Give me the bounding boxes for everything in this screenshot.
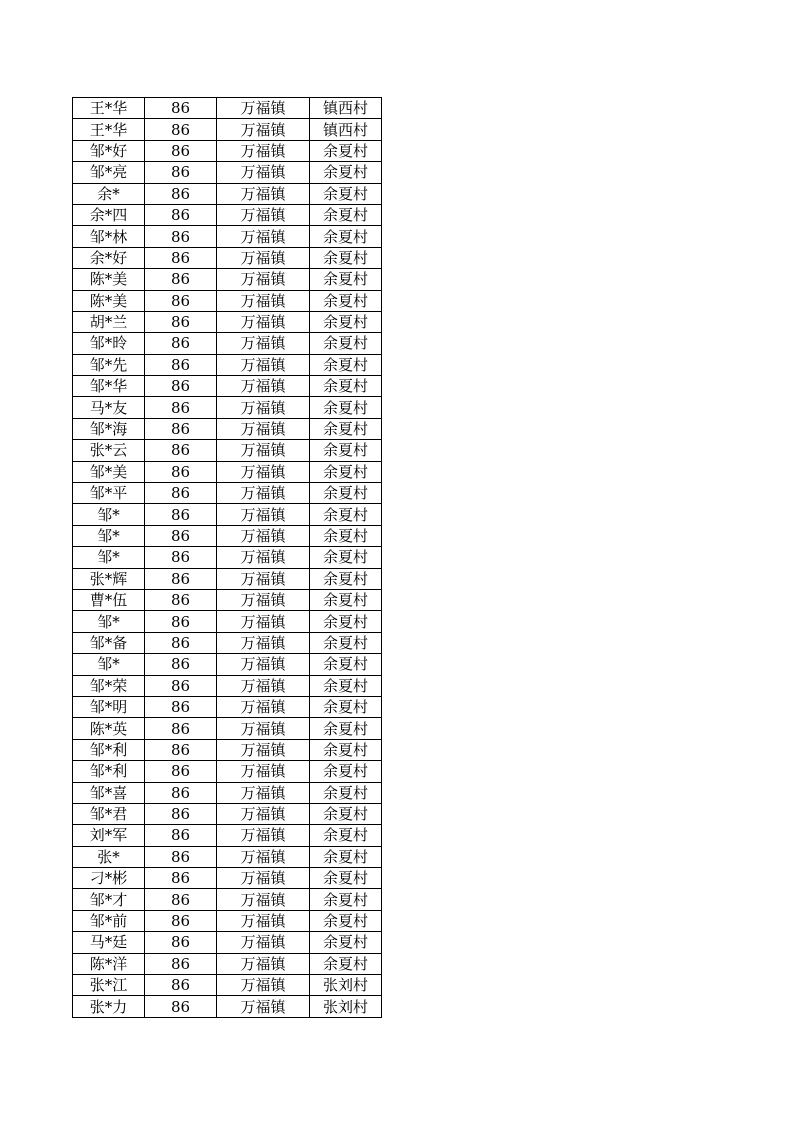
town-cell: 万福镇 bbox=[217, 868, 310, 889]
town-cell: 万福镇 bbox=[217, 204, 310, 225]
town-cell: 万福镇 bbox=[217, 269, 310, 290]
score-cell: 86 bbox=[145, 846, 217, 867]
name-cell: 邹*前 bbox=[73, 910, 145, 931]
village-cell: 余夏村 bbox=[310, 140, 382, 161]
score-cell: 86 bbox=[145, 461, 217, 482]
table-row bbox=[73, 975, 382, 996]
score-cell: 86 bbox=[145, 910, 217, 931]
town-cell: 万福镇 bbox=[217, 525, 310, 546]
score-cell: 86 bbox=[145, 932, 217, 953]
town-cell: 万福镇 bbox=[217, 504, 310, 525]
town-cell: 万福镇 bbox=[217, 418, 310, 439]
village-cell: 张刘村 bbox=[310, 975, 382, 996]
score-cell: 86 bbox=[145, 376, 217, 397]
village-cell: 余夏村 bbox=[310, 461, 382, 482]
table-row bbox=[73, 504, 382, 525]
village-cell: 余夏村 bbox=[310, 226, 382, 247]
village-cell: 余夏村 bbox=[310, 162, 382, 183]
name-cell: 邹*利 bbox=[73, 739, 145, 760]
name-cell: 邹* bbox=[73, 654, 145, 675]
score-cell: 86 bbox=[145, 718, 217, 739]
village-cell: 余夏村 bbox=[310, 825, 382, 846]
village-cell: 余夏村 bbox=[310, 718, 382, 739]
town-cell: 万福镇 bbox=[217, 953, 310, 974]
village-cell: 余夏村 bbox=[310, 440, 382, 461]
name-cell: 邹*君 bbox=[73, 803, 145, 824]
name-cell: 陈*英 bbox=[73, 718, 145, 739]
town-cell: 万福镇 bbox=[217, 376, 310, 397]
village-cell: 余夏村 bbox=[310, 675, 382, 696]
town-cell: 万福镇 bbox=[217, 932, 310, 953]
village-cell: 余夏村 bbox=[310, 696, 382, 717]
score-cell: 86 bbox=[145, 975, 217, 996]
roster-table-body bbox=[73, 98, 382, 1018]
town-cell: 万福镇 bbox=[217, 889, 310, 910]
score-cell: 86 bbox=[145, 269, 217, 290]
town-cell: 万福镇 bbox=[217, 311, 310, 332]
name-cell: 邹*先 bbox=[73, 354, 145, 375]
town-cell: 万福镇 bbox=[217, 654, 310, 675]
village-cell: 余夏村 bbox=[310, 183, 382, 204]
village-cell: 余夏村 bbox=[310, 204, 382, 225]
town-cell: 万福镇 bbox=[217, 119, 310, 140]
village-cell: 余夏村 bbox=[310, 632, 382, 653]
village-cell: 余夏村 bbox=[310, 504, 382, 525]
table-row bbox=[73, 632, 382, 653]
name-cell: 曹*伍 bbox=[73, 589, 145, 610]
score-cell: 86 bbox=[145, 547, 217, 568]
table-row bbox=[73, 953, 382, 974]
score-cell: 86 bbox=[145, 611, 217, 632]
village-cell: 余夏村 bbox=[310, 311, 382, 332]
table-row bbox=[73, 761, 382, 782]
village-cell: 余夏村 bbox=[310, 910, 382, 931]
name-cell: 张*辉 bbox=[73, 568, 145, 589]
table-row bbox=[73, 311, 382, 332]
score-cell: 86 bbox=[145, 311, 217, 332]
town-cell: 万福镇 bbox=[217, 611, 310, 632]
village-cell: 余夏村 bbox=[310, 739, 382, 760]
name-cell: 王*华 bbox=[73, 98, 145, 119]
table-row bbox=[73, 868, 382, 889]
town-cell: 万福镇 bbox=[217, 333, 310, 354]
town-cell: 万福镇 bbox=[217, 461, 310, 482]
town-cell: 万福镇 bbox=[217, 290, 310, 311]
table-row bbox=[73, 397, 382, 418]
town-cell: 万福镇 bbox=[217, 803, 310, 824]
table-row bbox=[73, 932, 382, 953]
name-cell: 张*江 bbox=[73, 975, 145, 996]
town-cell: 万福镇 bbox=[217, 739, 310, 760]
table-row bbox=[73, 140, 382, 161]
village-cell: 镇西村 bbox=[310, 119, 382, 140]
name-cell: 刁*彬 bbox=[73, 868, 145, 889]
town-cell: 万福镇 bbox=[217, 183, 310, 204]
score-cell: 86 bbox=[145, 226, 217, 247]
name-cell: 邹*利 bbox=[73, 761, 145, 782]
name-cell: 邹* bbox=[73, 504, 145, 525]
name-cell: 邹*美 bbox=[73, 461, 145, 482]
village-cell: 余夏村 bbox=[310, 269, 382, 290]
name-cell: 邹*荣 bbox=[73, 675, 145, 696]
table-row bbox=[73, 803, 382, 824]
village-cell: 余夏村 bbox=[310, 354, 382, 375]
town-cell: 万福镇 bbox=[217, 547, 310, 568]
town-cell: 万福镇 bbox=[217, 846, 310, 867]
village-cell: 余夏村 bbox=[310, 589, 382, 610]
town-cell: 万福镇 bbox=[217, 761, 310, 782]
table-row bbox=[73, 782, 382, 803]
name-cell: 马*廷 bbox=[73, 932, 145, 953]
name-cell: 张* bbox=[73, 846, 145, 867]
town-cell: 万福镇 bbox=[217, 996, 310, 1017]
table-row bbox=[73, 718, 382, 739]
score-cell: 86 bbox=[145, 354, 217, 375]
village-cell: 余夏村 bbox=[310, 782, 382, 803]
town-cell: 万福镇 bbox=[217, 440, 310, 461]
town-cell: 万福镇 bbox=[217, 718, 310, 739]
name-cell: 陈*洋 bbox=[73, 953, 145, 974]
village-cell: 余夏村 bbox=[310, 953, 382, 974]
score-cell: 86 bbox=[145, 140, 217, 161]
name-cell: 邹*备 bbox=[73, 632, 145, 653]
table-row bbox=[73, 440, 382, 461]
village-cell: 余夏村 bbox=[310, 376, 382, 397]
table-row bbox=[73, 269, 382, 290]
table-row bbox=[73, 483, 382, 504]
score-cell: 86 bbox=[145, 782, 217, 803]
town-cell: 万福镇 bbox=[217, 140, 310, 161]
name-cell: 邹*昤 bbox=[73, 333, 145, 354]
score-cell: 86 bbox=[145, 98, 217, 119]
name-cell: 余*好 bbox=[73, 247, 145, 268]
name-cell: 刘*军 bbox=[73, 825, 145, 846]
score-cell: 86 bbox=[145, 119, 217, 140]
name-cell: 余*四 bbox=[73, 204, 145, 225]
score-cell: 86 bbox=[145, 290, 217, 311]
village-cell: 余夏村 bbox=[310, 654, 382, 675]
table-row bbox=[73, 461, 382, 482]
table-row bbox=[73, 910, 382, 931]
village-cell: 余夏村 bbox=[310, 803, 382, 824]
table-row bbox=[73, 98, 382, 119]
town-cell: 万福镇 bbox=[217, 589, 310, 610]
name-cell: 张*力 bbox=[73, 996, 145, 1017]
name-cell: 余* bbox=[73, 183, 145, 204]
name-cell: 邹*平 bbox=[73, 483, 145, 504]
score-cell: 86 bbox=[145, 247, 217, 268]
town-cell: 万福镇 bbox=[217, 975, 310, 996]
name-cell: 胡*兰 bbox=[73, 311, 145, 332]
table-row bbox=[73, 589, 382, 610]
score-cell: 86 bbox=[145, 204, 217, 225]
table-row bbox=[73, 889, 382, 910]
name-cell: 马*友 bbox=[73, 397, 145, 418]
score-cell: 86 bbox=[145, 761, 217, 782]
village-cell: 余夏村 bbox=[310, 761, 382, 782]
table-row bbox=[73, 846, 382, 867]
village-cell: 余夏村 bbox=[310, 418, 382, 439]
village-cell: 余夏村 bbox=[310, 932, 382, 953]
name-cell: 邹* bbox=[73, 525, 145, 546]
name-cell: 邹*华 bbox=[73, 376, 145, 397]
name-cell: 陈*美 bbox=[73, 269, 145, 290]
score-cell: 86 bbox=[145, 162, 217, 183]
score-cell: 86 bbox=[145, 739, 217, 760]
name-cell: 陈*美 bbox=[73, 290, 145, 311]
table-row bbox=[73, 739, 382, 760]
table-row bbox=[73, 547, 382, 568]
village-cell: 余夏村 bbox=[310, 547, 382, 568]
table-row bbox=[73, 696, 382, 717]
score-cell: 86 bbox=[145, 183, 217, 204]
town-cell: 万福镇 bbox=[217, 354, 310, 375]
town-cell: 万福镇 bbox=[217, 675, 310, 696]
table-row bbox=[73, 825, 382, 846]
score-cell: 86 bbox=[145, 483, 217, 504]
town-cell: 万福镇 bbox=[217, 632, 310, 653]
table-row bbox=[73, 654, 382, 675]
score-cell: 86 bbox=[145, 525, 217, 546]
village-cell: 余夏村 bbox=[310, 333, 382, 354]
town-cell: 万福镇 bbox=[217, 825, 310, 846]
name-cell: 邹*林 bbox=[73, 226, 145, 247]
score-cell: 86 bbox=[145, 654, 217, 675]
score-cell: 86 bbox=[145, 696, 217, 717]
table-row bbox=[73, 418, 382, 439]
village-cell: 镇西村 bbox=[310, 98, 382, 119]
table-row bbox=[73, 568, 382, 589]
score-cell: 86 bbox=[145, 632, 217, 653]
score-cell: 86 bbox=[145, 675, 217, 696]
name-cell: 邹*亮 bbox=[73, 162, 145, 183]
table-row bbox=[73, 247, 382, 268]
town-cell: 万福镇 bbox=[217, 910, 310, 931]
village-cell: 余夏村 bbox=[310, 247, 382, 268]
table-row bbox=[73, 183, 382, 204]
name-cell: 邹*喜 bbox=[73, 782, 145, 803]
table-row bbox=[73, 226, 382, 247]
name-cell: 邹* bbox=[73, 547, 145, 568]
town-cell: 万福镇 bbox=[217, 98, 310, 119]
score-cell: 86 bbox=[145, 868, 217, 889]
score-cell: 86 bbox=[145, 333, 217, 354]
town-cell: 万福镇 bbox=[217, 568, 310, 589]
table-row bbox=[73, 290, 382, 311]
town-cell: 万福镇 bbox=[217, 782, 310, 803]
village-cell: 张刘村 bbox=[310, 996, 382, 1017]
score-cell: 86 bbox=[145, 889, 217, 910]
village-cell: 余夏村 bbox=[310, 868, 382, 889]
score-cell: 86 bbox=[145, 504, 217, 525]
village-cell: 余夏村 bbox=[310, 889, 382, 910]
village-cell: 余夏村 bbox=[310, 483, 382, 504]
name-cell: 邹*好 bbox=[73, 140, 145, 161]
score-cell: 86 bbox=[145, 953, 217, 974]
score-cell: 86 bbox=[145, 418, 217, 439]
table-row bbox=[73, 996, 382, 1017]
town-cell: 万福镇 bbox=[217, 397, 310, 418]
name-cell: 邹*明 bbox=[73, 696, 145, 717]
table-row bbox=[73, 162, 382, 183]
score-cell: 86 bbox=[145, 996, 217, 1017]
table-row bbox=[73, 376, 382, 397]
village-cell: 余夏村 bbox=[310, 525, 382, 546]
town-cell: 万福镇 bbox=[217, 247, 310, 268]
table-row bbox=[73, 119, 382, 140]
village-cell: 余夏村 bbox=[310, 290, 382, 311]
village-cell: 余夏村 bbox=[310, 568, 382, 589]
score-cell: 86 bbox=[145, 440, 217, 461]
table-row bbox=[73, 333, 382, 354]
score-cell: 86 bbox=[145, 397, 217, 418]
town-cell: 万福镇 bbox=[217, 162, 310, 183]
town-cell: 万福镇 bbox=[217, 483, 310, 504]
table-row bbox=[73, 354, 382, 375]
table-row bbox=[73, 525, 382, 546]
score-cell: 86 bbox=[145, 803, 217, 824]
table-row bbox=[73, 204, 382, 225]
score-cell: 86 bbox=[145, 568, 217, 589]
table-row bbox=[73, 611, 382, 632]
name-cell: 邹*海 bbox=[73, 418, 145, 439]
village-cell: 余夏村 bbox=[310, 611, 382, 632]
table-row bbox=[73, 675, 382, 696]
town-cell: 万福镇 bbox=[217, 226, 310, 247]
name-cell: 王*华 bbox=[73, 119, 145, 140]
name-cell: 邹*才 bbox=[73, 889, 145, 910]
name-cell: 邹* bbox=[73, 611, 145, 632]
village-cell: 余夏村 bbox=[310, 846, 382, 867]
village-cell: 余夏村 bbox=[310, 397, 382, 418]
score-cell: 86 bbox=[145, 589, 217, 610]
roster-table bbox=[72, 97, 382, 1018]
score-cell: 86 bbox=[145, 825, 217, 846]
name-cell: 张*云 bbox=[73, 440, 145, 461]
town-cell: 万福镇 bbox=[217, 696, 310, 717]
